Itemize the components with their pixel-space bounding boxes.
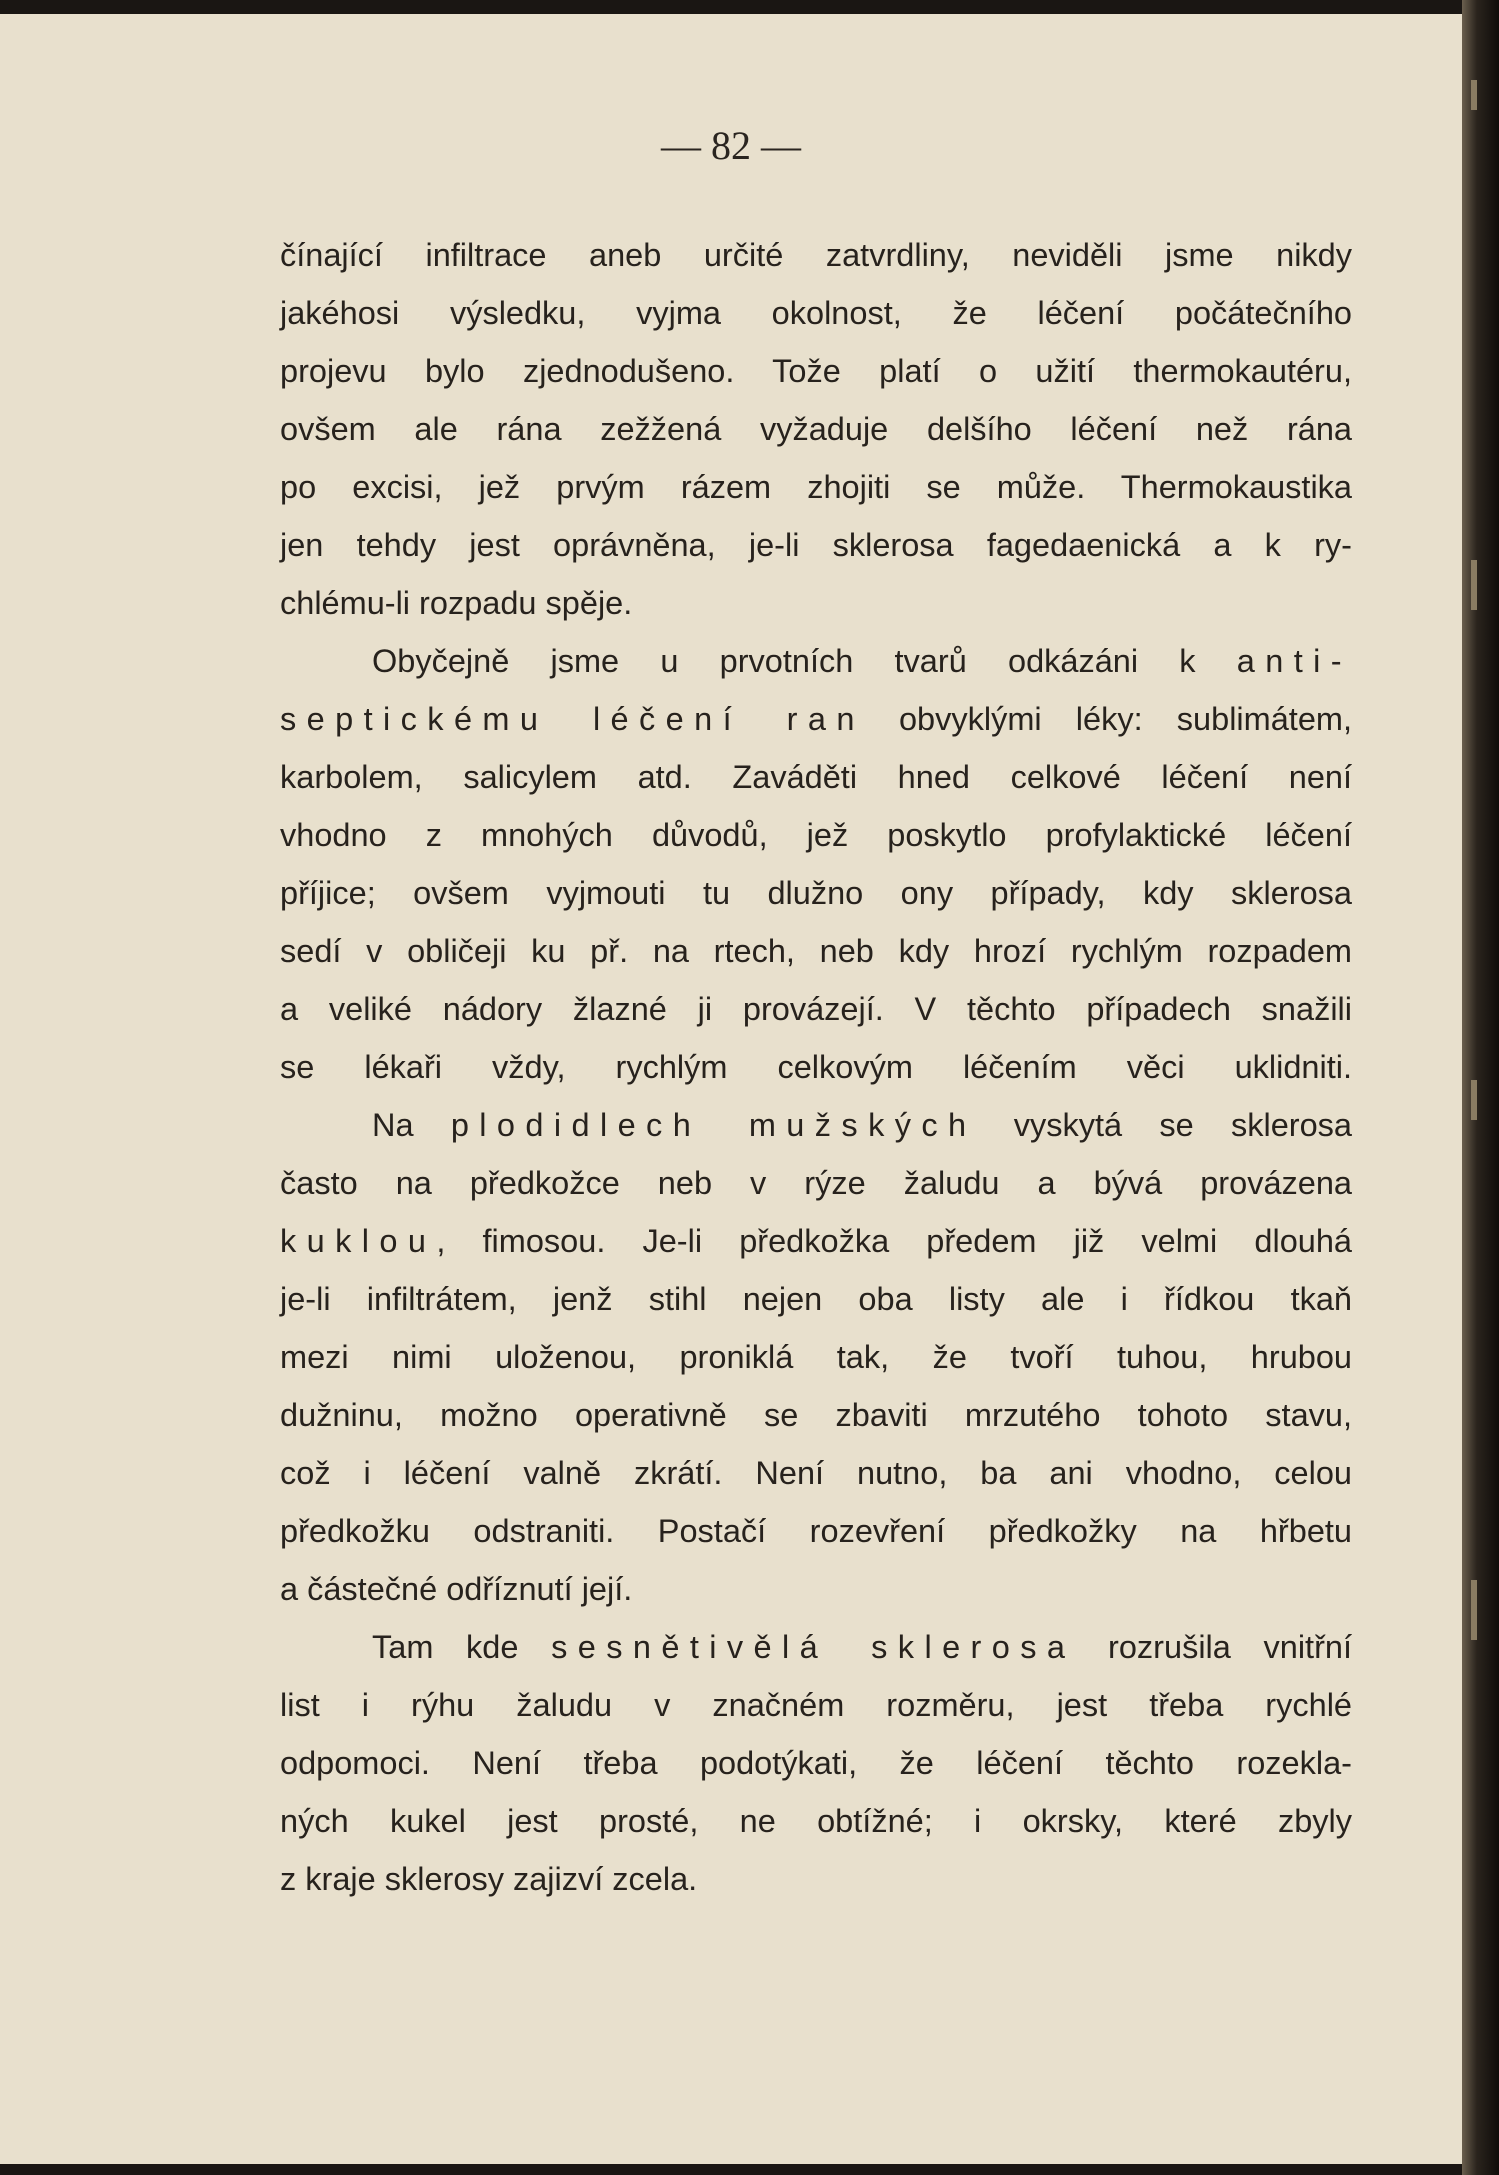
spine-mark (1471, 1080, 1477, 1120)
page-number: — 82 — (661, 123, 801, 168)
text-line: jen tehdy jest oprávněna, je-li sklerosa fagedaenická a k ry- (280, 527, 1352, 563)
text-line: chlému-li rozpadu spěje. (280, 585, 633, 621)
text-line: sedí v obličeji ku př. na rtech, neb kdy hrozí rychlým rozpadem (280, 933, 1352, 969)
spine-mark (1471, 560, 1477, 610)
text-line (280, 1618, 1352, 1676)
text-run: Obyčejně jsme u prvotních tvarů odkázáni k (372, 643, 1237, 679)
text-line: z kraje sklerosy zajizví zcela. (280, 1861, 698, 1897)
text-line (280, 1212, 1352, 1270)
text-line: karbolem, salicylem atd. Zaváděti hned celkové léčení není (280, 759, 1352, 795)
text-line: a částečné odříznutí její. (280, 1571, 633, 1607)
text-run: Tam kde (372, 1629, 552, 1665)
text-run: Na (372, 1107, 451, 1143)
text-line: což i léčení valně zkrátí. Není nutno, ba ani vhodno, celou (280, 1455, 1352, 1491)
text-line: se lékaři vždy, rychlým celkovým léčením věci uklidniti. (280, 1049, 1352, 1085)
spaced-emphasis: plodidlech mužských (450, 1107, 977, 1143)
spine-mark (1471, 80, 1477, 110)
text-run: rozrušila vnitřní (1075, 1629, 1352, 1665)
book-spine (1462, 0, 1499, 2175)
body-text (280, 226, 1352, 1908)
spaced-emphasis: kuklou (280, 1223, 437, 1259)
text-line: často na předkožce neb v rýze žaludu a bývá provázena (280, 1165, 1352, 1201)
text-line: ovšem ale rána zežžená vyžaduje delšího léčení než rána (280, 411, 1352, 447)
spine-mark (1471, 1580, 1477, 1640)
text-line: předkožku odstraniti. Postačí rozevření předkožky na hřbetu (280, 1513, 1352, 1549)
text-line: čínající infiltrace aneb určité zatvrdliny, neviděli jsme nikdy (280, 237, 1352, 273)
text-line: vhodno z mnohých důvodů, jež poskytlo profylaktické léčení (280, 817, 1352, 853)
text-line: list i rýhu žaludu v značném rozměru, jest třeba rychlé (280, 1687, 1352, 1723)
text-line: odpomoci. Není třeba podotýkati, že léčení těchto rozekla- (280, 1745, 1352, 1781)
text-line: příjice; ovšem vyjmouti tu dlužno ony případy, kdy sklerosa (280, 875, 1352, 911)
text-line: dužninu, možno operativně se zbaviti mrzutého tohoto stavu, (280, 1397, 1352, 1433)
text-line (280, 690, 1352, 748)
text-line: je-li infiltrátem, jenž stihl nejen oba listy ale i řídkou tkaň (280, 1281, 1352, 1317)
text-run: vyskytá se sklerosa (976, 1107, 1352, 1143)
book-page (0, 14, 1462, 2164)
spaced-emphasis: sesnětivělá sklerosa (551, 1629, 1076, 1665)
spaced-emphasis: septickému léčení ran (280, 701, 865, 737)
text-line: projevu bylo zjednodušeno. Tože platí o užití thermokautéru, (280, 353, 1352, 389)
spaced-emphasis: anti- (1236, 643, 1352, 679)
text-line: mezi nimi uloženou, proniklá tak, že tvoří tuhou, hrubou (280, 1339, 1352, 1375)
text-line: jakéhosi výsledku, vyjma okolnost, že léčení počátečního (280, 295, 1352, 331)
text-line: ných kukel jest prosté, ne obtížné; i okrsky, které zbyly (280, 1803, 1352, 1839)
text-line (280, 632, 1352, 690)
text-run: , fimosou. Je-li předkožka předem již velmi dlouhá (436, 1223, 1352, 1259)
text-run: obvyklými léky: sublimátem, (864, 701, 1352, 737)
text-line: a veliké nádory žlazné ji provázejí. V těchto případech snažili (280, 991, 1352, 1027)
text-line (280, 1096, 1352, 1154)
text-line: po excisi, jež prvým rázem zhojiti se může. Thermokaustika (280, 469, 1352, 505)
